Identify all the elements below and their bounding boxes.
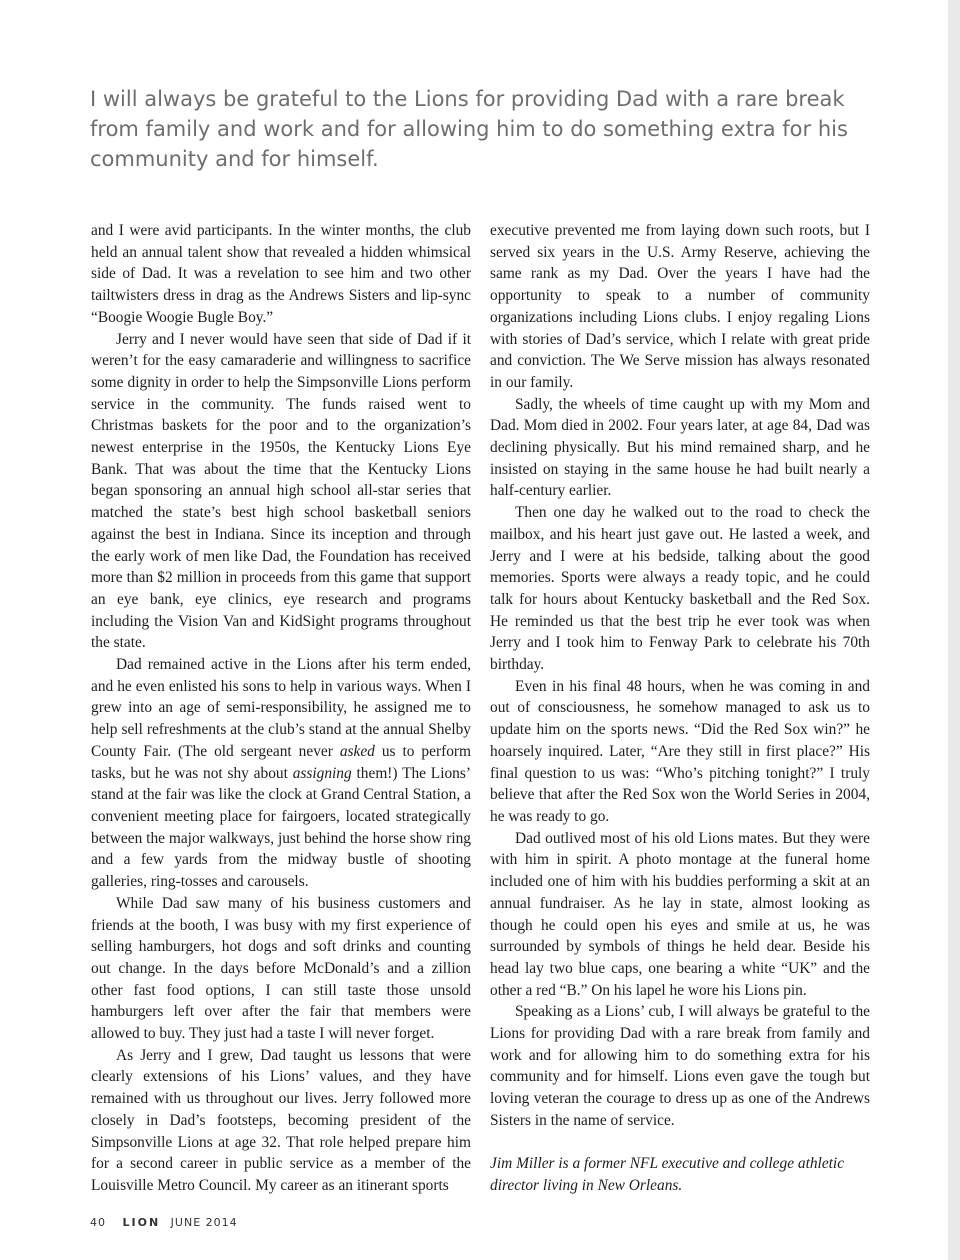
emphasis-text: assigning [292,764,352,782]
text-run: them!) The Lions’ stand at the fair was like the clock at Grand Central Station, a convenient meeting place for fairgoers, located strategically between the major walkways, just behind the horse show ring and a few yards from the midway bustle of shooting galleries, ring-tosses and carousels. [91,764,471,891]
article-column-right [490,220,870,1197]
emphasis-text: asked [339,742,375,760]
paragraph: Then one day he walked out to the road to check the mailbox, and his heart just gave out. He lasted a week, and Jerry and I were at his bedside, talking about the good memories. Sports were always a ready topic, and he could talk for hours about Kentucky basketball and the Red Sox. He reminded us that the best trip he ever took was when Jerry and I took him to Fenway Park to celebrate his 70th birthday. [490,504,870,674]
paragraph: and I were avid participants. In the winter months, the club held an annual talent show that revealed a hidden whimsical side of Dad. It was a revelation to see him and two other tailtwisters dress in drag as the Andrews Sisters and lip-sync “Boogie Woogie Bugle Boy.” [91,222,471,326]
article-column-left [91,220,471,1197]
paragraph: Jerry and I never would have seen that side of Dad if it weren’t for the easy camaraderie and willingness to sacrifice some dignity in order to help the Simpsonville Lions perform service in the community. The funds raised went to Christmas baskets for the poor and to the organization’s newest enterprise in the 1950s, the Kentucky Lions Eye Bank. That was about the time that the Kentucky Lions began sponsoring an annual high school all-star series that matched the state’s best high school basketball seniors against the best in Indiana. Since its inception and through the early work of men like Dad, the Foundation has received more than $2 million in proceeds from this game that support an eye bank, eye clinics, eye research and programs including the Vision Van and KidSight programs throughout the state. [91,330,471,652]
text-run: us to perform tasks, but he was not shy about [91,742,471,782]
paragraph: Dad outlived most of his old Lions mates. But they were with him in spirit. A photo montage at the funeral home included one of him with his buddies performing a skit at an annual fundraiser. As he lay in state, almost looking as though he could open his eyes and smile at us, he was surrounded by symbols of things he held dear. Beside his head lay two blue caps, one bearing a white “UK” and the other a red “B.” On his lapel he wore his Lions pin. [490,829,870,999]
paragraph: While Dad saw many of his business customers and friends at the booth, I was busy with my first experience of selling hamburgers, hot dogs and soft drinks and counting out change. In the days before McDonald’s and a zillion other fast food options, I can still taste those unsold hamburgers left over after the fair that members were allowed to buy. They just had a taste I will never forget. [91,894,471,1043]
paragraph: Sadly, the wheels of time caught up with my Mom and Dad. Mom died in 2002. Four years later, at age 84, Dad was declining physically. But his mind remained sharp, and he insisted on staying in the same house he had built nearly a half-century earlier. [490,395,870,500]
paragraph: As Jerry and I grew, Dad taught us lessons that were clearly extensions of his Lions’ values, and they have remained with us throughout our lives. Jerry followed more closely in Dad’s footsteps, becoming president of the Simpsonville Lions at age 32. That role helped prepare him for a second career in public service as a member of the Louisville Metro Council. My career as an itinerant sports [91,1046,471,1194]
paragraph: Speaking as a Lions’ cub, I will always be grateful to the Lions for providing Dad with a rare break from family and work and for allowing him to do something extra for his community and for himself. Lions even gave the tough but loving veteran the courage to dress up as one of the Andrews Sisters in the name of service. [490,1003,870,1129]
paragraph [91,654,471,893]
pull-quote: I will always be grateful to the Lions for providing Dad with a rare break from family and work and for allowing him to do something extra for his community and for himself. [90,87,848,171]
paragraph: Even in his final 48 hours, when he was coming in and out of consciousness, he somehow managed to ask us to update him on the sports news. “Did the Red Sox win?” he hoarsely inquired. Later, “Are they still in first place?” His final question to us was: “Who’s pitching tonight?” I truly believe that after the Red Sox won the World Series in 2004, he was ready to go. [490,677,870,825]
author-bio: Jim Miller is a former NFL executive and college athletic director living in New Orleans. [490,1155,845,1194]
paragraph: executive prevented me from laying down such roots, but I served six years in the U.S. Army Reserve, achieving the same rank as my Dad. Over the years I have had the opportunity to speak to a number of community organizations including Lions clubs. I enjoy regaling Lions with stories of Dad’s service, which I relate with great pride and conviction. The We Serve mission has always resonated in our family. [490,222,870,391]
page-number: 40 [90,1216,106,1229]
page-footer [90,1216,238,1229]
issue-date: JUNE 2014 [170,1216,238,1229]
text-run: Dad remained active in the Lions after his term ended, and he even enlisted his sons to help in various ways. When I grew into an age of semi-responsibility, he assigned me to help sell refreshments at the club’s stand at the annual Shelby County Fair. (The old sergeant never [91,656,471,760]
page-edge-shadow [948,0,960,1260]
magazine-name: LION [122,1216,161,1229]
